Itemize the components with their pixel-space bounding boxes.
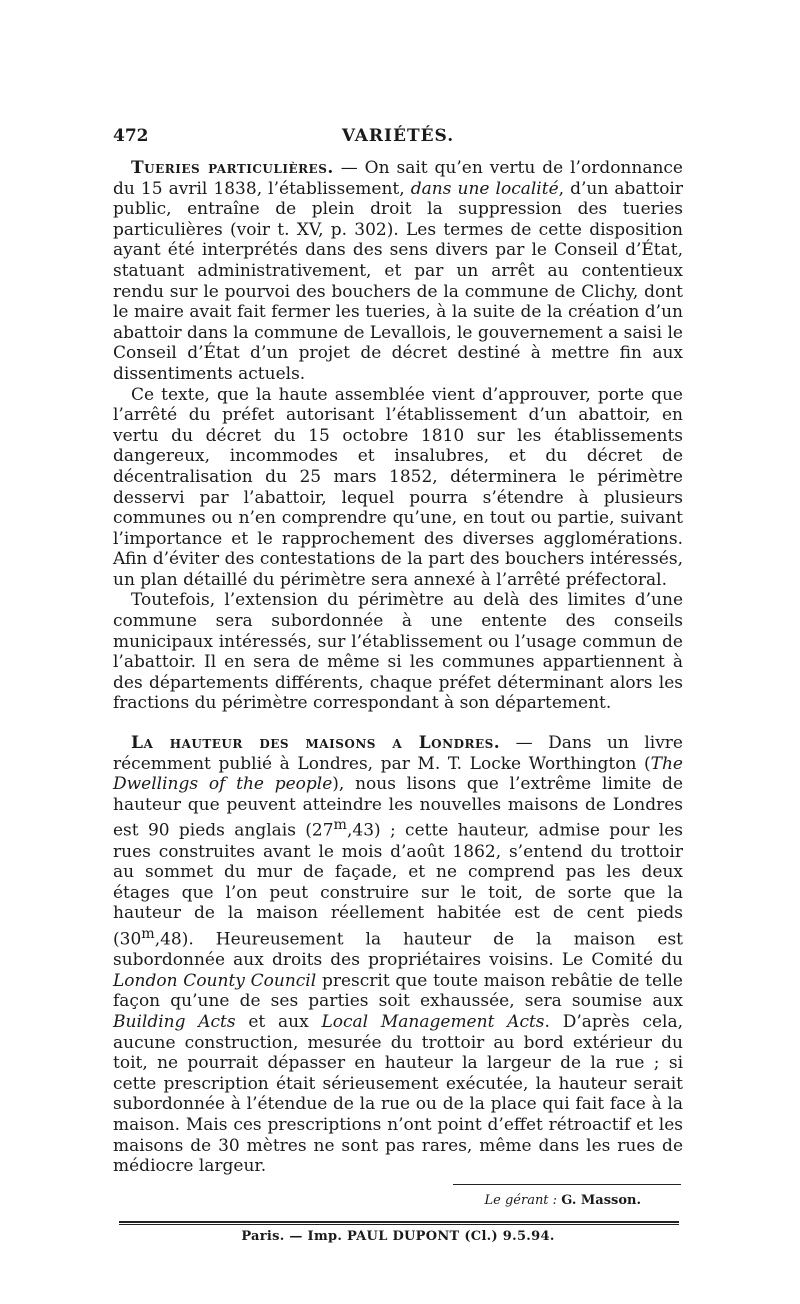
tueries-para1-rest: , d’un abattoir public, entraîne de plein droit la suppression des tueries particulières (voir t. XV, p. 302). Les termes de cette disposition ayant été interprétés dans des sens divers par le Conseil d’État, statuant administrativement, et par un arrêt au contentieux rendu sur le pourvoi des bouchers de la commune de Clichy, dont le maire avait fait fermer les tueries, à la suite de la création d’un abattoir dans la commune de Levallois, le gouvernement a saisi le Conseil d’État d’un projet de décret destiné à mettre fin aux dissentiments actuels. xyxy=(113,178,683,384)
hauteur-text-d: ,48). Heureusement la hauteur de la maison est subordonnée aux droits des propriétaires voisins. Le Comité du xyxy=(113,929,683,971)
hauteur-text-f: et aux xyxy=(235,1012,322,1033)
running-title: VARIÉTÉS. xyxy=(341,126,455,146)
hauteur-paragraph xyxy=(113,733,683,1177)
section-title-tueries: Tueries particulières. xyxy=(131,158,334,178)
hauteur-management-acts: Local Management Acts xyxy=(321,1012,545,1033)
section-title-hauteur: La hauteur des maisons a Londres. xyxy=(131,733,501,754)
hauteur-unit-b: m xyxy=(141,926,155,943)
document-page xyxy=(113,126,683,1244)
hauteur-text-a: — Dans un livre récemment publié à Londres, par M. T. Locke Worthington ( xyxy=(113,733,683,774)
hauteur-text-c: ,43) ; cette hauteur, admise pour les rues construites avant le mois d’août 1862, s’entend du trottoir au sommet du mur de façade, et ne comprend pas les deux étages que l’on peut construire sur le toit, de sorte que la hauteur de la maison réellement habitée est de cent pieds (30 xyxy=(113,821,683,950)
tueries-para1-lead: — On sait qu’en vertu de l’ordonnance du 15 avril 1838, l’établissement, xyxy=(113,158,683,199)
tueries-paragraph-2: Ce texte, que la haute assemblée vient d’approuver, porte que l’arrêté du préfet autorisant l’établissement d’un abattoir, en vertu du décret du 15 octobre 1810 sur les établissements dangereux, incommodes et insalubres, et du décret de décentralisation du 25 mars 1852, déterminera le périmètre desservi par l’abattoir, lequel pourra s’étendre à plusieurs communes ou n’en comprendre qu’une, en tout ou partie, suivant l’importance et le rapprochement des diverses agglomérations. Afin d’éviter des contestations de la part des bouchers intéressés, un plan détaillé du périmètre sera annexé à l’arrêté préfectoral. xyxy=(113,384,683,590)
imprint-rule xyxy=(119,1221,679,1225)
hauteur-book-title: The Dwellings of the people xyxy=(113,753,683,795)
printer-imprint: Paris. — Imp. PAUL DUPONT (Cl.) 9.5.94. xyxy=(241,1228,555,1244)
hauteur-text-b: ), nous lisons que l’extrême limite de hauteur que peuvent atteindre les nouvelles maisons de Londres est 90 pieds anglais (27 xyxy=(113,774,684,842)
signature-line xyxy=(113,1193,683,1208)
page-header xyxy=(113,126,683,154)
tueries-para1-emphasis: dans une localité xyxy=(410,178,559,199)
tueries-paragraph-1 xyxy=(113,158,683,385)
page-number: 472 xyxy=(113,126,149,146)
tueries-paragraph-3: Toutefois, l’extension du périmètre au delà des limites d’une commune sera subordonnée à une entente des conseils municipaux intéressés, sur l’établissement ou l’usage commun de l’abattoir. Il en sera de même si les communes appartiennent à des départements différents, chaque préfet déterminant alors les fractions du périmètre correspondant à son département. xyxy=(113,590,683,714)
hauteur-council-name: London County Council xyxy=(113,970,317,991)
signature-name: G. Masson. xyxy=(561,1192,641,1208)
section-gap xyxy=(113,714,683,733)
signature-label: Le gérant : xyxy=(484,1192,558,1208)
hauteur-text-e: prescrit que toute maison rebâtie de telle façon qu’une de ses parties soit exhaussée, sera soumise aux xyxy=(113,970,683,1012)
signature-rule xyxy=(453,1184,681,1185)
hauteur-building-acts: Building Acts xyxy=(113,1012,236,1033)
hauteur-text-g: . D’après cela, aucune construction, mesurée du trottoir au bord extérieur du toit, ne pourrait dépasser en hauteur la largeur de la rue ; si cette prescription était sérieusement exécutée, la hauteur serait subordonnée à l’étendue de la rue ou de la place qui fait face à la maison. Mais ces prescriptions n’ont point d’effet rétroactif et les maisons de 30 mètres ne sont pas rares, même dans les rues de médiocre largeur. xyxy=(113,1012,683,1177)
hauteur-unit-a: m xyxy=(333,817,347,834)
